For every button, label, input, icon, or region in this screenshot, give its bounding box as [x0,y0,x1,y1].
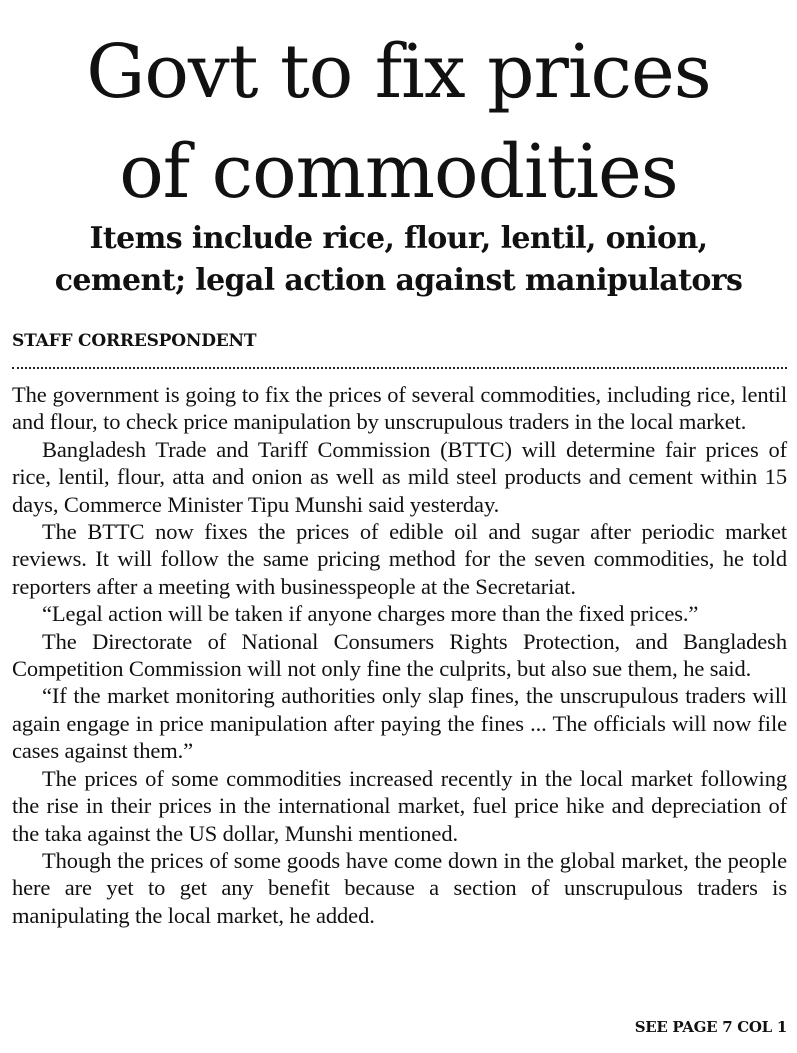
continued-on-page-link: SEE PAGE 7 COL 1 [634,1018,787,1036]
subheadline-line-1: Items include rice, flour, lentil, onion, [89,221,708,256]
body-paragraph: “If the market monitoring authorities only slap fines, the unscrupulous traders will again engage in price manipulation after paying the fines ... The officials will now file cases against them.” [12,683,787,764]
body-paragraph: Bangladesh Trade and Tariff Commission (BTTC) will determine fair prices of rice, lentil, flour, atta and onion as well as mild steel products and cement within 15 days, Commerce Minister Tipu Munshi said yesterday. [12,436,787,517]
body-paragraph: The Directorate of National Consumers Rights Protection, and Bangladesh Competition Commission will not only fine the culprits, but also sue them, he said. [12,628,787,682]
body-paragraph: The prices of some commodities increased recently in the local market following the rise in their prices in the international market, fuel price hike and depreciation of the taka against the US dollar, Munshi mentioned. [12,765,787,846]
body-paragraph: “Legal action will be taken if anyone charges more than the fixed prices.” [42,601,699,627]
headline-line-2: of commodities [119,129,678,215]
body-paragraph: The BTTC now fixes the prices of edible oil and sugar after periodic market reviews. It will follow the same pricing method for the seven commodities, he told reporters after a meeting with businesspeople at the Secretariat. [12,519,787,599]
byline: STAFF CORRESPONDENT [12,331,257,351]
headline [0,22,797,222]
subheadline [0,218,797,302]
body-paragraph: Though the prices of some goods have come down in the global market, the people here are yet to get any benefit because a section of unscrupulous traders is manipulating the local market, he added. [12,847,787,928]
dotted-divider [12,367,787,369]
headline-line-1: Govt to fix prices [86,29,711,115]
subheadline-line-2: cement; legal action against manipulators [54,263,743,298]
article-body [12,381,787,929]
body-paragraph: The government is going to fix the prices of several commodities, including rice, lentil and flour, to check price manipulation by unscrupulous traders in the local market. [12,382,787,435]
